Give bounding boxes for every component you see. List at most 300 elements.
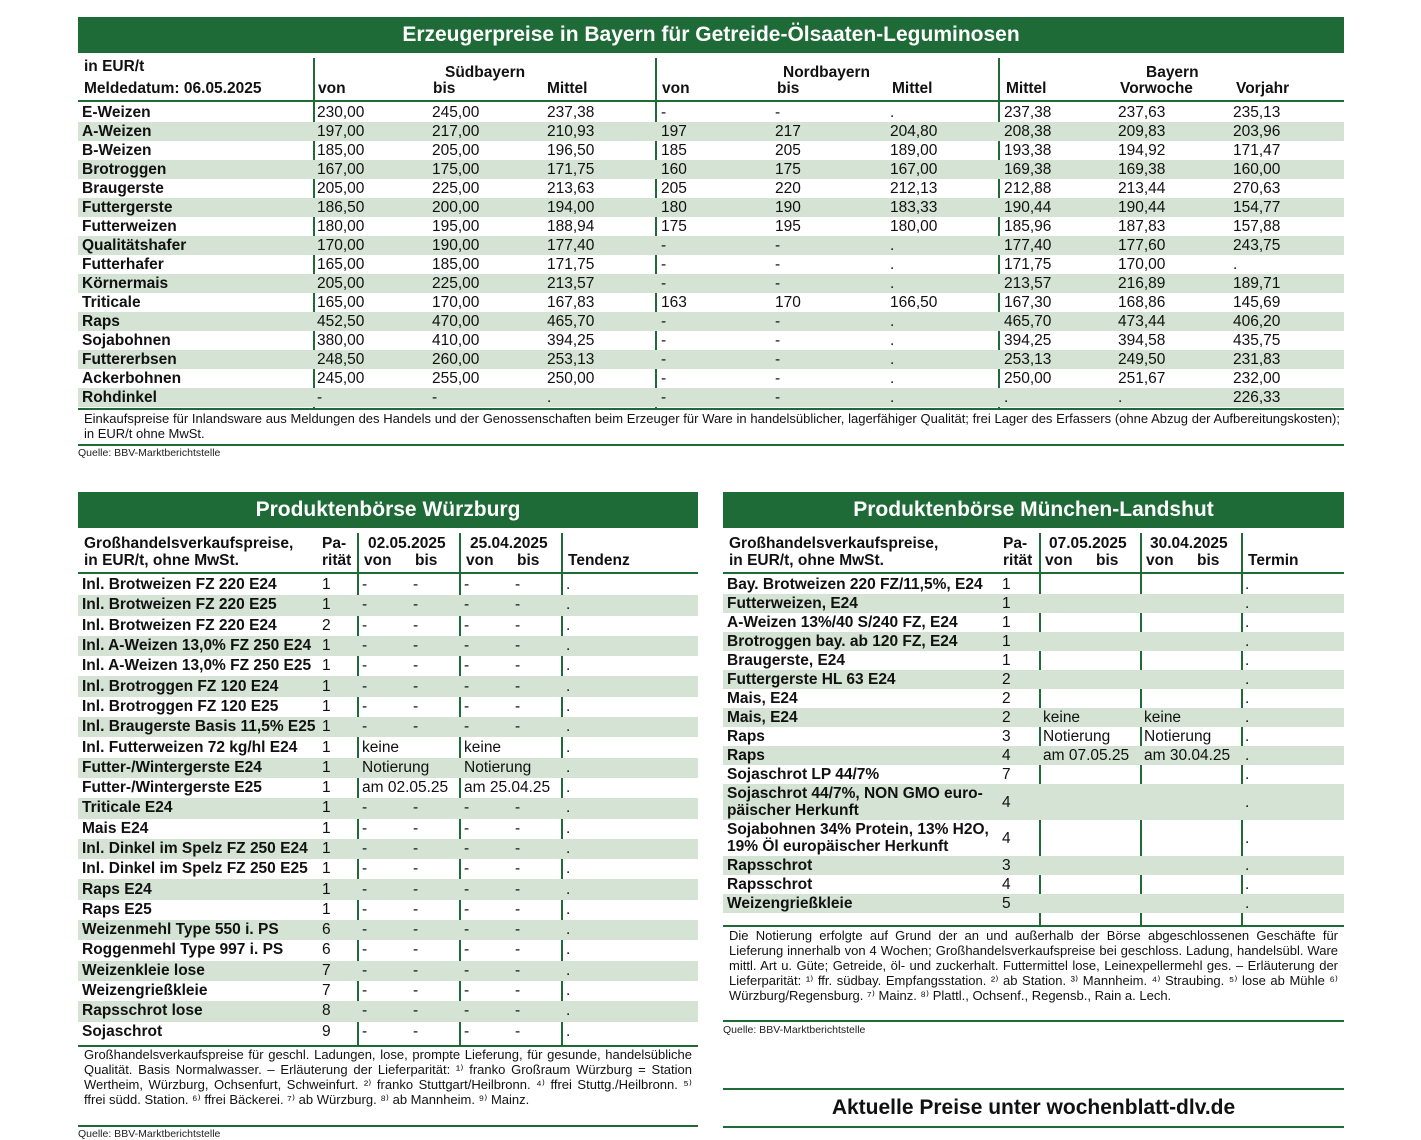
price-cell: - <box>362 657 368 675</box>
price-cell: keine <box>1140 708 1241 727</box>
table-row <box>78 575 698 595</box>
price-cell <box>1090 856 1140 875</box>
price-cell: - <box>362 941 368 959</box>
price-cell: 473,44 <box>1114 312 1229 331</box>
price-cell: 237,38 <box>1004 104 1052 121</box>
price-cell <box>1090 689 1140 708</box>
price-cell: 1 <box>322 900 331 918</box>
price-cell: - <box>460 879 511 899</box>
mue-paritaet-2: rität <box>1003 552 1033 569</box>
price-cell: 243,75 <box>1229 236 1344 255</box>
price-cell <box>1039 613 1090 632</box>
divider <box>723 572 1344 574</box>
price-cell: 167,00 <box>886 160 1000 179</box>
price-cell: 205 <box>775 142 801 159</box>
price-cell: - <box>409 595 460 615</box>
price-cell: 157,88 <box>1233 218 1281 235</box>
top-col-header: Vorjahr <box>1236 80 1290 97</box>
price-cell: - <box>657 388 771 407</box>
price-cell: . <box>886 312 1000 331</box>
price-cell: - <box>657 312 771 331</box>
price-cell: . <box>562 879 698 899</box>
price-cell: . <box>1241 856 1344 875</box>
price-cell: - <box>362 860 368 878</box>
price-cell <box>1039 670 1090 689</box>
price-cell: - <box>460 839 511 859</box>
price-cell: - <box>413 900 419 918</box>
price-cell <box>1140 820 1191 856</box>
product-name: Brotroggen <box>78 160 313 179</box>
price-cell: 160 <box>657 160 771 179</box>
product-name: Qualitätshafer <box>78 236 313 255</box>
price-cell: 9 <box>322 1022 331 1040</box>
price-cell: . <box>1245 614 1250 631</box>
price-cell: . <box>562 758 698 778</box>
table-row <box>723 632 1344 651</box>
price-cell <box>1039 765 1090 784</box>
price-cell: 193,38 <box>1004 142 1052 159</box>
price-cell: - <box>515 819 521 837</box>
price-cell: 168,86 <box>1118 294 1166 311</box>
wue-bis-2: bis <box>517 552 540 569</box>
product-name: Inl. Brotweizen FZ 220 E25 <box>78 595 318 615</box>
wue-note: Großhandelsverkaufspreise für geschl. Ladungen, lose, prompte Lieferung, für gesunde, handelsübliche Qualität. Basis Normalwasser. – Erläuterung der Lieferparität: ¹⁾ franko Großraum Würzburg = Station Wertheim, Würzburg, Ochsenfurt, Schweinfurt. ²⁾ franko Stuttgart/Heilbronn. ⁴⁾ ffrei Stuttg./Heilbronn. ⁵⁾ ffrei südd. Station. ⁶⁾ ffrei Bäckerei. ⁷⁾ ab Würzburg. ⁸⁾ ab Mannheim. ⁹⁾ Mainz. <box>84 1047 692 1107</box>
top-col-header: Mittel <box>1006 80 1047 97</box>
divider <box>78 1125 698 1127</box>
price-cell: - <box>515 900 521 918</box>
price-cell: 170,00 <box>1118 256 1166 273</box>
price-cell: 180 <box>657 198 771 217</box>
product-name: Inl. Braugerste Basis 11,5% E25 <box>78 717 318 737</box>
price-cell: . <box>1241 708 1344 727</box>
table-row <box>723 575 1344 594</box>
price-cell: 2 <box>998 670 1039 689</box>
price-cell <box>1140 613 1191 632</box>
price-cell: 171,47 <box>1233 142 1281 159</box>
price-cell: - <box>362 616 368 634</box>
product-name: Triticale <box>82 294 141 311</box>
price-cell: . <box>890 370 895 387</box>
price-cell: - <box>511 676 562 696</box>
price-cell: 5 <box>998 894 1039 913</box>
price-cell: - <box>460 798 511 818</box>
price-cell: 195,00 <box>432 218 480 235</box>
product-name: Raps <box>723 746 998 765</box>
mue-title: Produktenbörse München-Landshut <box>723 492 1344 528</box>
table-row <box>78 293 1344 312</box>
price-cell: - <box>464 982 470 1000</box>
divider <box>78 408 1344 410</box>
mue-date-1: 07.05.2025 <box>1049 535 1127 552</box>
group-nordbayern: Nordbayern <box>783 64 870 81</box>
price-cell: 185,96 <box>1004 218 1052 235</box>
price-cell: - <box>413 982 419 1000</box>
price-cell: 197,00 <box>313 122 428 141</box>
price-cell: 465,70 <box>543 312 657 331</box>
top-col-header: bis <box>777 80 800 97</box>
price-cell: . <box>562 636 698 656</box>
table-row <box>723 894 1344 913</box>
wue-date-1: 02.05.2025 <box>368 535 446 552</box>
price-cell: . <box>890 104 895 121</box>
price-cell: 248,50 <box>313 350 428 369</box>
product-name: Futterhafer <box>82 256 164 273</box>
price-cell: 2 <box>998 708 1039 727</box>
price-cell: 213,57 <box>543 274 657 293</box>
product-name: Mais, E24 <box>723 708 998 727</box>
price-cell: 7 <box>1002 766 1011 783</box>
price-cell: - <box>460 676 511 696</box>
price-cell: - <box>409 839 460 859</box>
product-name: Futtererbsen <box>78 350 313 369</box>
price-cell: am 02.05.25 <box>362 779 449 797</box>
price-cell: - <box>464 616 470 634</box>
price-cell: - <box>358 920 409 940</box>
price-cell: . <box>543 388 657 407</box>
product-name: Sojaschrot <box>82 1022 163 1040</box>
price-cell: . <box>562 798 698 818</box>
price-cell <box>1191 689 1241 708</box>
price-cell: - <box>661 332 667 349</box>
table-row <box>78 312 1344 331</box>
price-cell: 394,25 <box>1004 332 1052 349</box>
product-name-line-1: Sojaschrot 44/7%, NON GMO euro- <box>727 785 983 802</box>
price-cell: 188,94 <box>547 218 595 235</box>
table-row <box>723 651 1344 670</box>
price-cell: . <box>1245 652 1250 669</box>
price-cell: 170,00 <box>432 294 480 311</box>
price-cell: Notierung <box>1144 728 1212 745</box>
price-cell <box>1039 820 1090 856</box>
price-cell: 380,00 <box>317 332 365 349</box>
product-name-line-1: Sojabohnen 34% Protein, 13% H2O, <box>727 821 989 838</box>
price-cell <box>1191 632 1241 651</box>
price-cell <box>1140 575 1191 594</box>
price-cell: 213,63 <box>547 180 595 197</box>
product-name: A-Weizen 13%/40 S/240 FZ, E24 <box>727 614 958 631</box>
product-name: Braugerste <box>82 180 164 197</box>
price-cell: . <box>1241 784 1344 820</box>
table-row <box>723 820 1344 856</box>
table-row <box>78 141 1344 160</box>
table-row <box>723 727 1344 746</box>
price-cell: - <box>464 576 470 594</box>
price-cell: 185 <box>661 142 687 159</box>
table-row <box>78 217 1344 236</box>
table-row <box>78 636 698 656</box>
price-cell: 3 <box>1002 728 1011 745</box>
price-cell: 255,00 <box>432 370 480 387</box>
product-name: Weizengrießkleie <box>82 982 208 1000</box>
price-cell: 200,00 <box>428 198 543 217</box>
price-cell: - <box>460 595 511 615</box>
product-name: Weizenmehl Type 550 i. PS <box>78 920 318 940</box>
price-cell: - <box>409 798 460 818</box>
price-cell: 205,00 <box>432 142 480 159</box>
table-row <box>78 331 1344 350</box>
price-cell: . <box>562 717 698 737</box>
product-name: Inl. Brotweizen FZ 220 E24 <box>82 576 277 594</box>
mue-termin: Termin <box>1248 552 1299 569</box>
price-cell <box>1090 820 1140 856</box>
price-cell: - <box>515 697 521 715</box>
price-cell: - <box>409 920 460 940</box>
price-cell: . <box>566 982 571 1000</box>
price-cell: - <box>515 657 521 675</box>
product-name: Körnermais <box>78 274 313 293</box>
product-name-line-2: päischer Herkunft <box>727 802 859 819</box>
price-cell <box>1140 689 1191 708</box>
table-row <box>78 758 698 778</box>
product-name: Bay. Brotweizen 220 FZ/11,5%, E24 <box>727 576 983 593</box>
price-cell: . <box>566 819 571 837</box>
price-cell: - <box>511 879 562 899</box>
table-row <box>78 778 698 798</box>
price-cell: - <box>771 312 886 331</box>
price-cell: 235,13 <box>1233 104 1281 121</box>
price-cell: . <box>1241 632 1344 651</box>
price-cell: 185,00 <box>432 256 480 273</box>
table-row <box>78 717 698 737</box>
price-cell: 452,50 <box>313 312 428 331</box>
price-cell: . <box>566 576 571 594</box>
table-row <box>78 1022 698 1042</box>
price-cell: . <box>1245 766 1250 783</box>
price-cell: 1 <box>322 779 331 797</box>
price-cell: . <box>1241 894 1344 913</box>
price-cell: - <box>511 839 562 859</box>
product-name: Inl. Brotroggen FZ 120 E25 <box>82 697 279 715</box>
price-cell: 4 <box>998 784 1039 820</box>
price-cell: . <box>562 920 698 940</box>
price-cell: 205,00 <box>317 180 365 197</box>
price-cell: 253,13 <box>543 350 657 369</box>
price-cell: 1 <box>318 879 358 899</box>
product-name: Weizengrießkleie <box>723 894 998 913</box>
price-cell: - <box>464 941 470 959</box>
price-cell <box>1191 856 1241 875</box>
price-cell: am 25.04.25 <box>464 779 551 797</box>
wue-paritaet-2: rität <box>322 552 352 569</box>
price-cell <box>1039 689 1090 708</box>
top-col-header: bis <box>433 80 456 97</box>
price-cell: - <box>409 676 460 696</box>
product-name: Inl. A-Weizen 13,0% FZ 250 E25 <box>82 657 312 675</box>
price-cell: . <box>562 595 698 615</box>
price-cell: 2 <box>1002 690 1011 707</box>
price-cell: 177,40 <box>543 236 657 255</box>
wue-date-2: 25.04.2025 <box>470 535 548 552</box>
price-cell: 226,33 <box>1229 388 1344 407</box>
footer-link[interactable]: Aktuelle Preise unter wochenblatt-dlv.de <box>831 1096 1236 1119</box>
table-row <box>78 198 1344 217</box>
price-cell: . <box>566 860 571 878</box>
price-cell: 4 <box>1002 876 1011 893</box>
price-cell: 8 <box>318 1001 358 1021</box>
price-cell <box>1140 856 1191 875</box>
product-name: Weizenkleie lose <box>78 961 318 981</box>
price-cell: 205 <box>661 180 687 197</box>
price-cell <box>1090 765 1140 784</box>
price-cell: - <box>657 350 771 369</box>
price-cell: - <box>775 104 781 121</box>
price-cell: - <box>409 961 460 981</box>
product-name-line-2: 19% Öl europäischer Herkunft <box>727 838 949 855</box>
price-cell: - <box>460 636 511 656</box>
product-name: Mais, E24 <box>727 690 798 707</box>
price-cell <box>1039 632 1090 651</box>
divider <box>723 925 1344 927</box>
product-name: Inl. Brotroggen FZ 120 E24 <box>78 676 318 696</box>
price-cell: - <box>313 388 428 407</box>
price-cell: 217 <box>771 122 886 141</box>
price-cell: keine <box>362 738 400 756</box>
price-cell: . <box>566 941 571 959</box>
price-cell: 249,50 <box>1114 350 1229 369</box>
top-col-header: Mittel <box>892 80 933 97</box>
top-title: Erzeugerpreise in Bayern für Getreide-Ölsaaten-Leguminosen <box>78 17 1344 53</box>
top-meldedatum: Meldedatum: 06.05.2025 <box>84 80 262 97</box>
price-cell: - <box>362 819 368 837</box>
price-cell: . <box>1241 594 1344 613</box>
mue-date-2: 30.04.2025 <box>1150 535 1228 552</box>
price-cell: - <box>464 697 470 715</box>
price-cell: . <box>566 697 571 715</box>
price-cell: 1 <box>322 697 331 715</box>
price-cell: - <box>464 819 470 837</box>
price-cell: - <box>771 274 886 293</box>
price-cell: 1 <box>1002 614 1011 631</box>
table-row <box>78 160 1344 179</box>
price-cell: 170 <box>775 294 801 311</box>
price-cell: 232,00 <box>1233 370 1281 387</box>
price-cell: - <box>409 879 460 899</box>
price-cell: - <box>464 900 470 918</box>
price-cell <box>1090 651 1140 670</box>
table-row <box>78 616 698 636</box>
price-cell: 160,00 <box>1229 160 1344 179</box>
price-cell: 169,38 <box>1114 160 1229 179</box>
price-cell: - <box>413 941 419 959</box>
price-cell: 1 <box>322 819 331 837</box>
price-cell: 3 <box>998 856 1039 875</box>
price-cell: 237,63 <box>1118 104 1166 121</box>
table-row <box>723 875 1344 894</box>
table-row <box>78 656 698 676</box>
price-cell: - <box>511 961 562 981</box>
product-name: Rapsschrot <box>727 876 813 893</box>
table-row <box>723 670 1344 689</box>
price-cell: - <box>515 982 521 1000</box>
price-cell: - <box>362 576 368 594</box>
price-cell: 1 <box>318 636 358 656</box>
divider <box>78 100 1344 102</box>
price-cell <box>1090 613 1140 632</box>
price-cell: 177,40 <box>1000 236 1114 255</box>
table-row <box>723 765 1344 784</box>
table-row <box>78 274 1344 293</box>
price-cell: 180,00 <box>890 218 938 235</box>
price-cell: - <box>515 1022 521 1040</box>
price-cell: - <box>358 636 409 656</box>
table-row <box>78 940 698 960</box>
price-cell: - <box>511 595 562 615</box>
price-cell: 7 <box>318 961 358 981</box>
product-name: E-Weizen <box>82 104 151 121</box>
price-cell: - <box>771 388 886 407</box>
product-name: Inl. A-Weizen 13,0% FZ 250 E24 <box>78 636 318 656</box>
price-cell: 1 <box>1002 576 1011 593</box>
product-name: Inl. Brotweizen FZ 220 E24 <box>82 616 277 634</box>
product-name: Raps <box>727 728 765 745</box>
price-cell: - <box>460 717 511 737</box>
mue-von-1: von <box>1045 552 1073 569</box>
price-cell: 7 <box>322 982 331 1000</box>
price-cell: 1 <box>998 594 1039 613</box>
price-cell: - <box>775 370 781 387</box>
price-cell: 1 <box>318 717 358 737</box>
price-cell: 1 <box>318 758 358 778</box>
price-cell <box>1090 632 1140 651</box>
price-cell: - <box>362 900 368 918</box>
price-cell: - <box>657 236 771 255</box>
price-cell: - <box>409 636 460 656</box>
price-cell: 189,71 <box>1229 274 1344 293</box>
price-cell: keine <box>1039 708 1140 727</box>
table-row <box>78 859 698 879</box>
price-cell: . <box>562 676 698 696</box>
price-cell <box>1191 894 1241 913</box>
product-name <box>723 820 998 856</box>
table-row <box>78 179 1344 198</box>
price-cell: - <box>464 657 470 675</box>
top-col-header: Vorwoche <box>1120 80 1193 97</box>
price-cell <box>1191 613 1241 632</box>
mue-header-1: Großhandelsverkaufspreise, <box>729 535 939 552</box>
price-cell: 1 <box>322 738 331 756</box>
top-col-header: von <box>318 80 346 97</box>
price-cell: 213,44 <box>1118 180 1166 197</box>
price-cell: - <box>358 879 409 899</box>
price-cell: 435,75 <box>1233 332 1281 349</box>
price-cell: 2 <box>322 616 331 634</box>
price-cell: 260,00 <box>428 350 543 369</box>
price-cell: 189,00 <box>890 142 938 159</box>
price-cell: 225,00 <box>428 274 543 293</box>
table-row <box>78 879 698 899</box>
price-cell: . <box>566 779 571 797</box>
product-name: A-Weizen <box>78 122 313 141</box>
price-cell: . <box>562 839 698 859</box>
price-cell: - <box>464 860 470 878</box>
price-cell: 1 <box>318 676 358 696</box>
price-cell: 410,00 <box>432 332 480 349</box>
price-cell: 270,63 <box>1233 180 1281 197</box>
product-name: Raps <box>78 312 313 331</box>
group-suedbayern: Südbayern <box>445 64 526 81</box>
mue-table <box>723 575 1344 913</box>
price-cell: 394,58 <box>1118 332 1166 349</box>
price-cell: 167,83 <box>547 294 595 311</box>
price-cell <box>1191 670 1241 689</box>
price-cell: 190 <box>771 198 886 217</box>
group-bayern: Bayern <box>1146 64 1199 81</box>
price-cell: - <box>413 576 419 594</box>
price-cell <box>1039 856 1090 875</box>
price-cell: . <box>886 274 1000 293</box>
price-cell: - <box>511 1001 562 1021</box>
price-cell: 204,80 <box>886 122 1000 141</box>
